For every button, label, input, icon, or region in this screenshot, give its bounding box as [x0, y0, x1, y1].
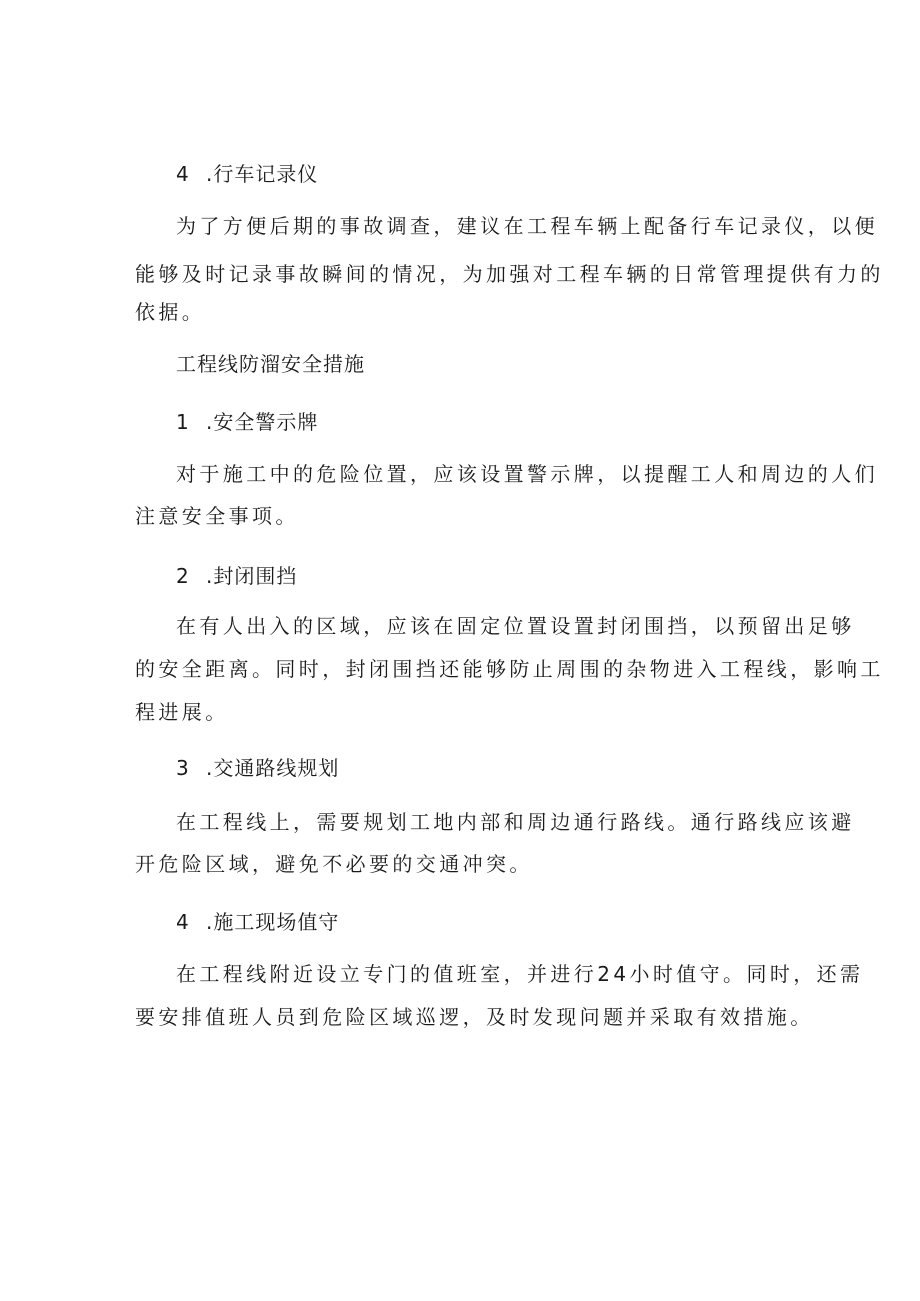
section-heading: [0, 908, 920, 936]
heading-number: 1: [176, 410, 190, 434]
paragraph-line: 的安全距离。同时，封闭围挡还能够防止周围的杂物进入工程线，影响工: [135, 657, 884, 681]
heading-text: .交通路线规划: [206, 756, 340, 780]
heading-number: 3: [176, 756, 190, 780]
heading-text: .施工现场值守: [206, 910, 340, 934]
paragraph-line: 程进展。: [135, 700, 229, 724]
section-heading: [0, 160, 920, 188]
paragraph-line: 能够及时记录事故瞬间的情况，为加强对工程车辆的日常管理提供有力的: [135, 262, 884, 286]
paragraph-line: 在有人出入的区域，应该在固定位置设置封闭围挡，以预留出足够: [176, 614, 855, 638]
paragraph-line: 为了方便后期的事故调查，建议在工程车辆上配备行车记录仪，以便: [176, 214, 878, 238]
heading-text: .行车记录仪: [206, 162, 319, 186]
paragraph-line: 依据。: [135, 300, 206, 324]
heading-number: 4: [176, 162, 190, 186]
paragraph-line: 要安排值班人员到危险区域巡逻，及时发现问题并采取有效措施。: [135, 1005, 814, 1029]
section-heading: [0, 754, 920, 782]
paragraph-line: 在工程线附近设立专门的值班室，并进行24小时值守。同时，还需: [176, 962, 864, 986]
paragraph-line: 注意安全事项。: [135, 504, 299, 528]
section-heading: [0, 562, 920, 590]
heading-number: 4: [176, 910, 190, 934]
paragraph-line: 对于施工中的危险位置，应该设置警示牌，以提醒工人和周边的人们: [176, 462, 878, 486]
paragraph-line: 在工程线上，需要规划工地内部和周边通行路线。通行路线应该避: [176, 810, 855, 834]
section-title: 工程线防溜安全措施: [176, 352, 365, 376]
section-heading: [0, 408, 920, 436]
paragraph-line: 开危险区域，避免不必要的交通冲突。: [135, 852, 533, 876]
heading-text: .封闭围挡: [206, 564, 298, 588]
heading-number: 2: [176, 564, 190, 588]
heading-text: .安全警示牌: [206, 410, 319, 434]
